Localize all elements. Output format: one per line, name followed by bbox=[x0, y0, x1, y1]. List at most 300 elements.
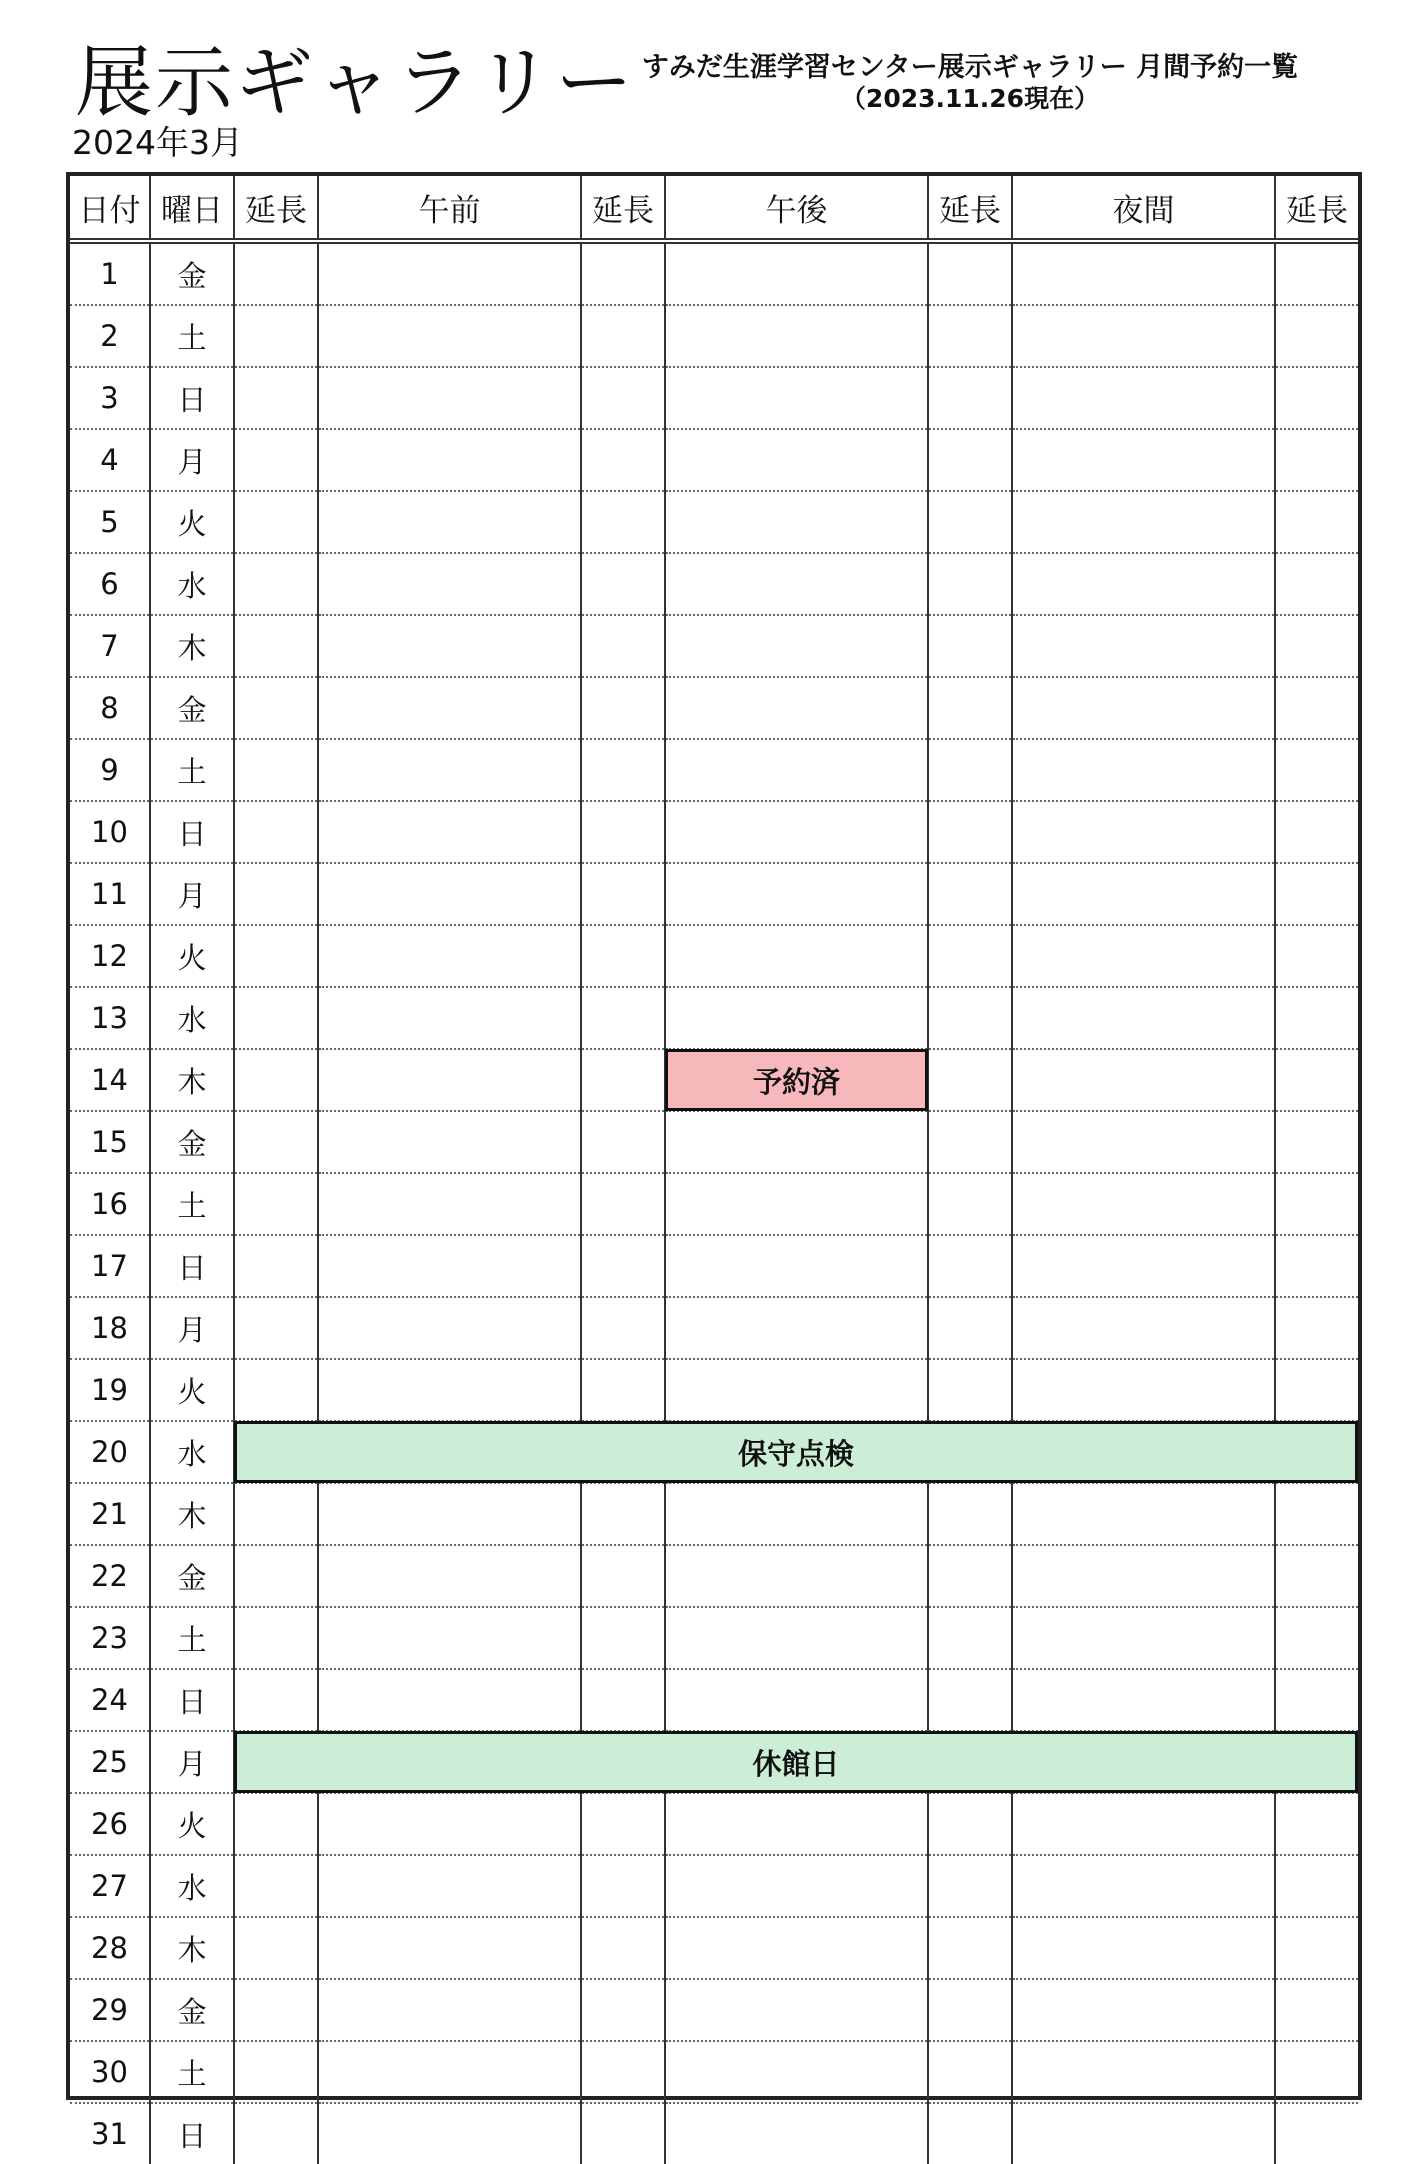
day-number: 25 bbox=[70, 1731, 150, 1793]
slot-morning bbox=[318, 739, 581, 801]
slot-morning bbox=[318, 553, 581, 615]
weekday: 火 bbox=[150, 925, 234, 987]
maintenance-block bbox=[234, 1421, 1358, 1483]
slot-ext-3 bbox=[928, 801, 1012, 863]
table-row bbox=[70, 987, 1358, 1049]
slot-ext-2 bbox=[581, 615, 665, 677]
slot-ext-3 bbox=[928, 1979, 1012, 2041]
weekday: 日 bbox=[150, 367, 234, 429]
slot-ext-2 bbox=[581, 305, 665, 367]
slot-ext-1 bbox=[234, 305, 318, 367]
weekday: 土 bbox=[150, 1607, 234, 1669]
slot-ext-4 bbox=[1275, 1855, 1358, 1917]
table-row bbox=[70, 1545, 1358, 1607]
slot-ext-3 bbox=[928, 1917, 1012, 1979]
weekday: 木 bbox=[150, 1049, 234, 1111]
slot-morning bbox=[318, 1173, 581, 1235]
weekday: 水 bbox=[150, 1855, 234, 1917]
slot-ext-2 bbox=[581, 367, 665, 429]
slot-ext-4 bbox=[1275, 677, 1358, 739]
day-number: 23 bbox=[70, 1607, 150, 1669]
weekday: 土 bbox=[150, 1173, 234, 1235]
slot-ext-4 bbox=[1275, 615, 1358, 677]
slot-ext-1 bbox=[234, 615, 318, 677]
table-row bbox=[70, 491, 1358, 553]
slot-ext-4 bbox=[1275, 863, 1358, 925]
day-number: 18 bbox=[70, 1297, 150, 1359]
slot-morning bbox=[318, 429, 581, 491]
slot-ext-4 bbox=[1275, 925, 1358, 987]
slot-ext-1 bbox=[234, 987, 318, 1049]
day-number: 19 bbox=[70, 1359, 150, 1421]
slot-ext-3 bbox=[928, 429, 1012, 491]
maintenance-label: 保守点検 bbox=[737, 1436, 854, 1471]
slot-ext-1 bbox=[234, 739, 318, 801]
slot-ext-4 bbox=[1275, 1483, 1358, 1545]
slot-morning bbox=[318, 615, 581, 677]
weekday: 金 bbox=[150, 1545, 234, 1607]
day-number: 1 bbox=[100, 257, 119, 291]
slot-ext-2 bbox=[581, 1359, 665, 1421]
slot-ext-4 bbox=[1275, 801, 1358, 863]
weekday: 日 bbox=[150, 801, 234, 863]
slot-morning bbox=[318, 1359, 581, 1421]
slot-ext-2 bbox=[581, 1855, 665, 1917]
slot-afternoon bbox=[665, 1669, 928, 1731]
table-row bbox=[70, 1979, 1358, 2041]
table-row bbox=[70, 1235, 1358, 1297]
weekday: 月 bbox=[150, 863, 234, 925]
slot-afternoon bbox=[665, 1235, 928, 1297]
slot-ext-4 bbox=[1275, 1669, 1358, 1731]
slot-evening bbox=[1012, 1359, 1275, 1421]
slot-ext-3 bbox=[928, 925, 1012, 987]
slot-evening bbox=[1012, 1545, 1275, 1607]
slot-afternoon bbox=[665, 677, 928, 739]
day-number: 10 bbox=[70, 801, 150, 863]
slot-evening bbox=[1012, 367, 1275, 429]
slot-evening bbox=[1012, 1111, 1275, 1173]
table-row bbox=[70, 1483, 1358, 1545]
col-header-weekday: 曜日 bbox=[150, 176, 234, 241]
slot-ext-3 bbox=[928, 1173, 1012, 1235]
slot-ext-4 bbox=[1275, 367, 1358, 429]
slot-ext-4 bbox=[1275, 1917, 1358, 1979]
slot-ext-1 bbox=[234, 925, 318, 987]
slot-evening bbox=[1012, 241, 1275, 305]
slot-morning bbox=[318, 491, 581, 553]
slot-morning bbox=[318, 801, 581, 863]
slot-evening bbox=[1012, 1297, 1275, 1359]
table-row bbox=[70, 1607, 1358, 1669]
slot-ext-2 bbox=[581, 1545, 665, 1607]
col-header-afternoon: 午後 bbox=[665, 176, 928, 241]
slot-evening bbox=[1012, 739, 1275, 801]
weekday: 水 bbox=[150, 553, 234, 615]
day-number: 16 bbox=[70, 1173, 150, 1235]
slot-morning bbox=[318, 1049, 581, 1111]
slot-ext-3 bbox=[928, 1111, 1012, 1173]
slot-evening bbox=[1012, 677, 1275, 739]
slot-ext-1 bbox=[234, 553, 318, 615]
table-row bbox=[70, 1359, 1358, 1421]
day-number: 6 bbox=[70, 553, 150, 615]
slot-ext-2 bbox=[581, 1483, 665, 1545]
slot-ext-2 bbox=[581, 1111, 665, 1173]
day-number: 14 bbox=[70, 1049, 150, 1111]
slot-morning bbox=[318, 241, 581, 305]
slot-ext-2 bbox=[581, 1297, 665, 1359]
slot-ext-1 bbox=[234, 1049, 318, 1111]
slot-morning bbox=[318, 1979, 581, 2041]
slot-evening bbox=[1012, 1793, 1275, 1855]
day-number: 13 bbox=[70, 987, 150, 1049]
subtitle-main: すみだ生涯学習センター展示ギャラリー 月間予約一覧 bbox=[641, 52, 1299, 83]
table-row bbox=[70, 1793, 1358, 1855]
slot-ext-2 bbox=[581, 491, 665, 553]
table-row bbox=[70, 1173, 1358, 1235]
slot-ext-4 bbox=[1275, 987, 1358, 1049]
slot-afternoon bbox=[665, 925, 928, 987]
table-row bbox=[70, 2041, 1358, 2103]
slot-morning bbox=[318, 1235, 581, 1297]
day-number: 29 bbox=[70, 1979, 150, 2041]
slot-morning bbox=[318, 925, 581, 987]
slot-ext-1 bbox=[234, 241, 318, 305]
day-number: 9 bbox=[70, 739, 150, 801]
slot-ext-4 bbox=[1275, 1607, 1358, 1669]
slot-morning bbox=[318, 1669, 581, 1731]
slot-ext-3 bbox=[928, 1359, 1012, 1421]
weekday: 日 bbox=[150, 1235, 234, 1297]
slot-afternoon bbox=[665, 1359, 928, 1421]
weekday: 水 bbox=[150, 1421, 234, 1483]
slot-ext-3 bbox=[928, 1793, 1012, 1855]
slot-morning bbox=[318, 367, 581, 429]
slot-ext-2 bbox=[581, 1979, 665, 2041]
slot-ext-2 bbox=[581, 1917, 665, 1979]
table-row bbox=[70, 1297, 1358, 1359]
weekday: 火 bbox=[150, 491, 234, 553]
slot-ext-1 bbox=[234, 1917, 318, 1979]
weekday: 木 bbox=[150, 1483, 234, 1545]
slot-ext-1 bbox=[234, 1235, 318, 1297]
table-row bbox=[70, 863, 1358, 925]
slot-ext-1 bbox=[234, 491, 318, 553]
slot-ext-3 bbox=[928, 1297, 1012, 1359]
weekday: 木 bbox=[150, 1917, 234, 1979]
slot-ext-4 bbox=[1275, 491, 1358, 553]
slot-ext-3 bbox=[928, 1545, 1012, 1607]
slot-ext-2 bbox=[581, 1669, 665, 1731]
slot-evening bbox=[1012, 1607, 1275, 1669]
slot-afternoon bbox=[665, 1173, 928, 1235]
weekday: 土 bbox=[150, 305, 234, 367]
day-number: 22 bbox=[70, 1545, 150, 1607]
day-number: 30 bbox=[70, 2041, 150, 2103]
slot-ext-4 bbox=[1275, 241, 1358, 305]
table-row bbox=[70, 553, 1358, 615]
col-header-date: 日付 bbox=[70, 176, 150, 241]
slot-ext-3 bbox=[928, 2041, 1012, 2103]
slot-afternoon bbox=[665, 801, 928, 863]
closed-day-label: 休館日 bbox=[752, 1746, 840, 1781]
weekday: 金 bbox=[150, 1111, 234, 1173]
slot-ext-2 bbox=[581, 987, 665, 1049]
slot-morning bbox=[318, 1793, 581, 1855]
weekday: 火 bbox=[150, 1359, 234, 1421]
slot-evening bbox=[1012, 1669, 1275, 1731]
table-row bbox=[70, 801, 1358, 863]
reservation-table bbox=[70, 176, 1358, 2164]
slot-evening bbox=[1012, 1917, 1275, 1979]
slot-afternoon bbox=[665, 2041, 928, 2103]
slot-ext-1 bbox=[234, 1545, 318, 1607]
day-number: 31 bbox=[70, 2103, 150, 2164]
table-row bbox=[70, 241, 1358, 305]
day-number: 12 bbox=[70, 925, 150, 987]
day-number: 4 bbox=[70, 429, 150, 491]
day-number: 11 bbox=[70, 863, 150, 925]
slot-evening bbox=[1012, 925, 1275, 987]
day-number: 24 bbox=[70, 1669, 150, 1731]
slot-evening bbox=[1012, 1235, 1275, 1297]
day-number: 21 bbox=[70, 1483, 150, 1545]
slot-evening bbox=[1012, 1483, 1275, 1545]
slot-ext-1 bbox=[234, 677, 318, 739]
slot-ext-4 bbox=[1275, 553, 1358, 615]
day-number: 8 bbox=[70, 677, 150, 739]
col-header-extension-3: 延長 bbox=[928, 176, 1012, 241]
table-row bbox=[70, 615, 1358, 677]
day-number: 7 bbox=[70, 615, 150, 677]
table-row bbox=[70, 367, 1358, 429]
table-row bbox=[70, 429, 1358, 491]
as-of-date: （2023.11.26現在） bbox=[840, 84, 1100, 114]
slot-ext-3 bbox=[928, 1049, 1012, 1111]
slot-afternoon bbox=[665, 1607, 928, 1669]
slot-ext-3 bbox=[928, 491, 1012, 553]
slot-ext-1 bbox=[234, 367, 318, 429]
weekday: 日 bbox=[150, 2103, 234, 2164]
slot-ext-2 bbox=[581, 2041, 665, 2103]
slot-morning bbox=[318, 1297, 581, 1359]
slot-evening bbox=[1012, 1979, 1275, 2041]
slot-ext-1 bbox=[234, 1979, 318, 2041]
slot-ext-1 bbox=[234, 1173, 318, 1235]
weekday: 月 bbox=[150, 429, 234, 491]
slot-evening bbox=[1012, 1855, 1275, 1917]
slot-afternoon bbox=[665, 305, 928, 367]
slot-ext-4 bbox=[1275, 1979, 1358, 2041]
weekday: 月 bbox=[150, 1297, 234, 1359]
month-label: 2024年3月 bbox=[72, 123, 243, 162]
slot-afternoon bbox=[665, 1855, 928, 1917]
weekday: 火 bbox=[150, 1793, 234, 1855]
weekday: 日 bbox=[150, 1669, 234, 1731]
weekday: 金 bbox=[150, 677, 234, 739]
day-number: 15 bbox=[70, 1111, 150, 1173]
slot-ext-1 bbox=[234, 801, 318, 863]
slot-evening bbox=[1012, 553, 1275, 615]
weekday: 土 bbox=[150, 2041, 234, 2103]
slot-ext-2 bbox=[581, 863, 665, 925]
slot-ext-3 bbox=[928, 1483, 1012, 1545]
slot-morning bbox=[318, 1483, 581, 1545]
slot-ext-3 bbox=[928, 1607, 1012, 1669]
slot-morning bbox=[318, 863, 581, 925]
slot-ext-2 bbox=[581, 429, 665, 491]
slot-morning bbox=[318, 305, 581, 367]
reserved-label: 予約済 bbox=[752, 1064, 840, 1099]
slot-afternoon bbox=[665, 429, 928, 491]
slot-evening bbox=[1012, 987, 1275, 1049]
slot-afternoon bbox=[665, 1483, 928, 1545]
closed-day-block bbox=[234, 1731, 1358, 1793]
slot-afternoon bbox=[665, 1917, 928, 1979]
slot-evening bbox=[1012, 305, 1275, 367]
col-header-extension-4: 延長 bbox=[1275, 176, 1358, 241]
slot-ext-1 bbox=[234, 429, 318, 491]
slot-ext-1 bbox=[234, 1669, 318, 1731]
slot-afternoon bbox=[665, 1793, 928, 1855]
slot-afternoon bbox=[665, 1111, 928, 1173]
slot-ext-2 bbox=[581, 925, 665, 987]
slot-ext-3 bbox=[928, 677, 1012, 739]
table-row bbox=[70, 1111, 1358, 1173]
slot-ext-2 bbox=[581, 241, 665, 305]
slot-evening bbox=[1012, 863, 1275, 925]
slot-evening bbox=[1012, 429, 1275, 491]
day-number: 3 bbox=[70, 367, 150, 429]
slot-ext-4 bbox=[1275, 1359, 1358, 1421]
day-number: 28 bbox=[70, 1917, 150, 1979]
slot-ext-2 bbox=[581, 801, 665, 863]
slot-ext-2 bbox=[581, 1173, 665, 1235]
slot-afternoon bbox=[665, 1297, 928, 1359]
slot-ext-2 bbox=[581, 739, 665, 801]
slot-ext-2 bbox=[581, 1049, 665, 1111]
table-row bbox=[70, 1917, 1358, 1979]
reservation-calendar bbox=[66, 172, 1362, 2153]
slot-ext-4 bbox=[1275, 1793, 1358, 1855]
weekday: 水 bbox=[150, 987, 234, 1049]
slot-ext-1 bbox=[234, 1111, 318, 1173]
table-row bbox=[70, 1855, 1358, 1917]
slot-ext-1 bbox=[234, 1855, 318, 1917]
day-number: 2 bbox=[70, 305, 150, 367]
table-row bbox=[70, 925, 1358, 987]
slot-ext-3 bbox=[928, 241, 1012, 305]
document-subtitle bbox=[620, 52, 1320, 114]
slot-afternoon bbox=[665, 987, 928, 1049]
slot-ext-1 bbox=[234, 1359, 318, 1421]
slot-ext-2 bbox=[581, 553, 665, 615]
table-row bbox=[70, 1669, 1358, 1731]
reserved-block bbox=[665, 1049, 928, 1111]
weekday: 金 bbox=[150, 241, 234, 305]
slot-ext-3 bbox=[928, 1235, 1012, 1297]
slot-afternoon bbox=[665, 241, 928, 305]
slot-ext-1 bbox=[234, 1297, 318, 1359]
slot-ext-4 bbox=[1275, 1111, 1358, 1173]
col-header-evening: 夜間 bbox=[1012, 176, 1275, 241]
slot-ext-3 bbox=[928, 1855, 1012, 1917]
slot-morning bbox=[318, 1917, 581, 1979]
day-number: 17 bbox=[70, 1235, 150, 1297]
slot-ext-3 bbox=[928, 615, 1012, 677]
slot-ext-4 bbox=[1275, 1235, 1358, 1297]
slot-ext-4 bbox=[1275, 1297, 1358, 1359]
slot-ext-3 bbox=[928, 553, 1012, 615]
slot-morning bbox=[318, 987, 581, 1049]
slot-ext-2 bbox=[581, 1235, 665, 1297]
slot-ext-2 bbox=[581, 1793, 665, 1855]
slot-morning bbox=[318, 1855, 581, 1917]
slot-ext-1 bbox=[234, 863, 318, 925]
day-number: 5 bbox=[70, 491, 150, 553]
slot-ext-4 bbox=[1275, 305, 1358, 367]
slot-evening bbox=[1012, 1049, 1275, 1111]
slot-evening bbox=[1012, 801, 1275, 863]
header-row bbox=[70, 176, 1358, 241]
page-title: 展示ギャラリー bbox=[75, 38, 636, 128]
slot-ext-2 bbox=[581, 1607, 665, 1669]
slot-afternoon bbox=[665, 739, 928, 801]
slot-morning bbox=[318, 2041, 581, 2103]
slot-ext-3 bbox=[928, 987, 1012, 1049]
slot-ext-2 bbox=[581, 677, 665, 739]
slot-ext-4 bbox=[1275, 2041, 1358, 2103]
weekday: 土 bbox=[150, 739, 234, 801]
slot-afternoon bbox=[665, 491, 928, 553]
slot-morning bbox=[318, 1111, 581, 1173]
slot-ext-3 bbox=[928, 863, 1012, 925]
slot-ext-4 bbox=[1275, 739, 1358, 801]
slot-afternoon bbox=[665, 367, 928, 429]
col-header-extension-1: 延長 bbox=[234, 176, 318, 241]
slot-ext-4 bbox=[1275, 429, 1358, 491]
slot-ext-1 bbox=[234, 1793, 318, 1855]
slot-ext-1 bbox=[234, 1483, 318, 1545]
slot-afternoon bbox=[665, 615, 928, 677]
slot-ext-4 bbox=[1275, 1545, 1358, 1607]
table-row bbox=[70, 739, 1358, 801]
slot-ext-3 bbox=[928, 739, 1012, 801]
slot-evening bbox=[1012, 1173, 1275, 1235]
calendar-body bbox=[70, 241, 1358, 2164]
slot-afternoon bbox=[665, 553, 928, 615]
weekday: 月 bbox=[150, 1731, 234, 1793]
slot-evening bbox=[1012, 2041, 1275, 2103]
slot-evening bbox=[1012, 615, 1275, 677]
day-number: 20 bbox=[70, 1421, 150, 1483]
slot-afternoon bbox=[665, 1979, 928, 2041]
slot-ext-1 bbox=[234, 2041, 318, 2103]
slot-ext-3 bbox=[928, 305, 1012, 367]
day-number: 27 bbox=[70, 1855, 150, 1917]
col-header-morning: 午前 bbox=[318, 176, 581, 241]
slot-morning bbox=[318, 1545, 581, 1607]
day-number: 26 bbox=[70, 1793, 150, 1855]
slot-afternoon bbox=[665, 863, 928, 925]
slot-ext-3 bbox=[928, 367, 1012, 429]
slot-afternoon bbox=[665, 1545, 928, 1607]
weekday: 金 bbox=[150, 1979, 234, 2041]
slot-ext-3 bbox=[928, 1669, 1012, 1731]
slot-evening bbox=[1012, 491, 1275, 553]
slot-morning bbox=[318, 677, 581, 739]
